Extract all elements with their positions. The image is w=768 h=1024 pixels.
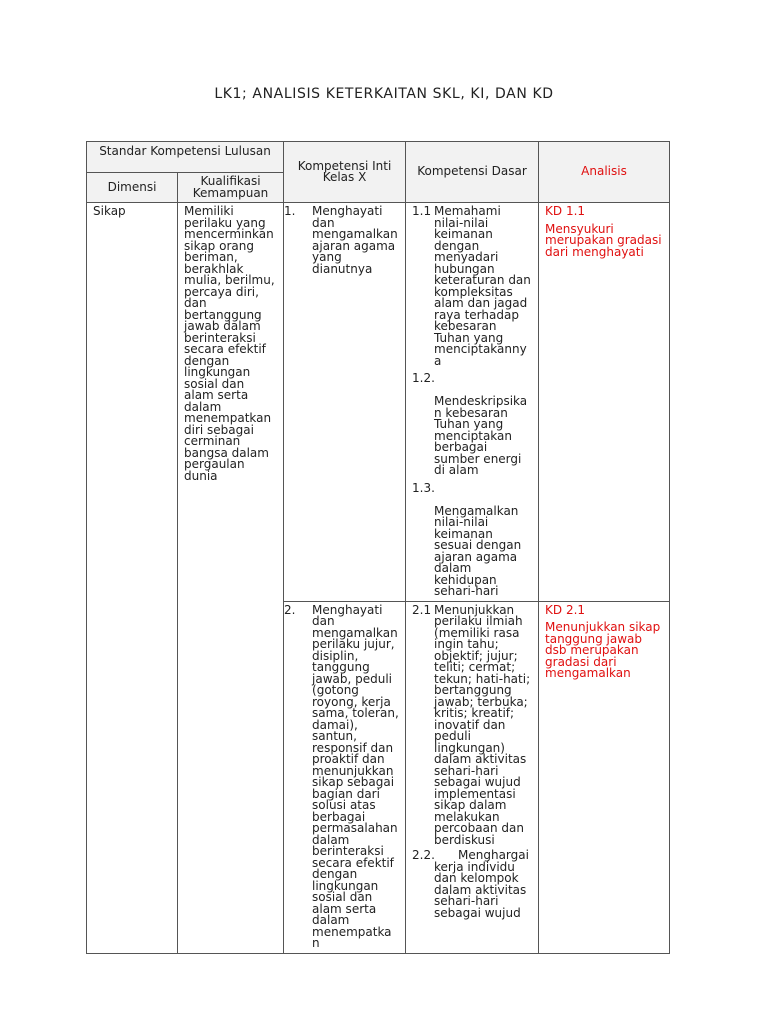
analisis-code: KD 1.1 xyxy=(545,204,586,218)
kd-number: 1.3. xyxy=(412,480,435,495)
cell-dimensi: Sikap xyxy=(87,203,178,954)
analisis-code: KD 2.1 xyxy=(545,602,586,617)
header-dimensi: Dimensi xyxy=(87,173,178,203)
kd-number: 1.1 xyxy=(412,204,432,218)
cell-kd-2 xyxy=(406,601,539,953)
cell-ki-1 xyxy=(284,203,406,602)
kd-text: Memahami nilai-nilai keimanan dengan menyadari hubungan keteraturan dan kompleksitas alam dan jagad raya terhadap kebesaran Tuhan yang menciptakannya xyxy=(434,204,531,368)
header-skl: Standar Kompetensi Lulusan xyxy=(87,142,284,173)
analisis-text: Menunjukkan sikap tanggung jawab dsb merupakan gradasi dari mengamalkan xyxy=(545,620,661,680)
ki-2-number: 2. xyxy=(284,602,296,617)
kd-text: Menghargai kerja individu dan kelompok dalam aktivitas sehari-hari sebagai wujud xyxy=(434,848,529,920)
kd-item xyxy=(412,373,532,477)
cell-analisis-1 xyxy=(539,203,670,602)
kd-item xyxy=(412,480,532,598)
ki-1-number: 1. xyxy=(284,204,296,218)
header-kualifikasi: Kualifikasi Kemampuan xyxy=(178,173,284,203)
cell-kd-1 xyxy=(406,203,539,602)
kd-text: Mendeskripsikan kebesaran Tuhan yang menciptakan berbagai sumber energi di alam xyxy=(434,394,528,477)
kd-number: 2.1 xyxy=(412,602,432,617)
ki-1-text: Menghayati dan mengamalkan ajaran agama yang dianutnya xyxy=(312,204,398,276)
ki-2-text: Menghayati dan mengamalkan perilaku jujur, disiplin, tanggung jawab, peduli (gotong royong, kerja sama, toleran, damai), santun, responsif dan proaktif dan menunjukkan sikap sebagai bagian dari solusi atas berbagai permasalahan dalam berinteraksi secara efektif dengan lingkungan sosial dan alam serta dalam menempatkan xyxy=(312,602,399,950)
analysis-table xyxy=(86,141,670,954)
kd-number: 1.2. xyxy=(412,371,435,385)
kd-number: 2.2. xyxy=(412,848,435,862)
analisis-text: Mensyukuri merupakan gradasi dari menghayati xyxy=(545,221,662,259)
document-title: LK1; ANALISIS KETERKAITAN SKL, KI, DAN KD xyxy=(214,86,554,102)
kd-item xyxy=(412,206,532,367)
kd-item xyxy=(412,850,532,919)
header-ki: Kompetensi Inti Kelas X xyxy=(284,142,406,203)
cell-kualifikasi: Memiliki perilaku yang mencerminkan sikap orang beriman, berakhlak mulia, berilmu, percaya diri, dan bertanggung jawab dalam berinteraksi secara efektif dengan lingkungan sosial dan alam serta dalam menempatkan diri sebagai cerminan bangsa dalam pergaulan dunia xyxy=(178,203,284,954)
cell-ki-2 xyxy=(284,601,406,953)
kd-text: Menunjukkan perilaku ilmiah (memiliki rasa ingin tahu; objektif; jujur; teliti; cermat; tekun; hati-hati; bertanggung jawab; terbuka; kritis; kreatif; inovatif dan peduli lingkungan) dalam aktivitas sehari-hari sebagai wujud implementasi sikap dalam melakukan percobaan dan berdiskusi xyxy=(434,602,531,847)
kd-text: Mengamalkan nilai-nilai keimanan sesuai dengan ajaran agama dalam kehidupan sehari-hari xyxy=(434,503,522,598)
header-kd: Kompetensi Dasar xyxy=(406,142,539,203)
cell-analisis-2 xyxy=(539,601,670,953)
kd-item xyxy=(412,602,532,847)
header-analisis: Analisis xyxy=(539,142,670,203)
